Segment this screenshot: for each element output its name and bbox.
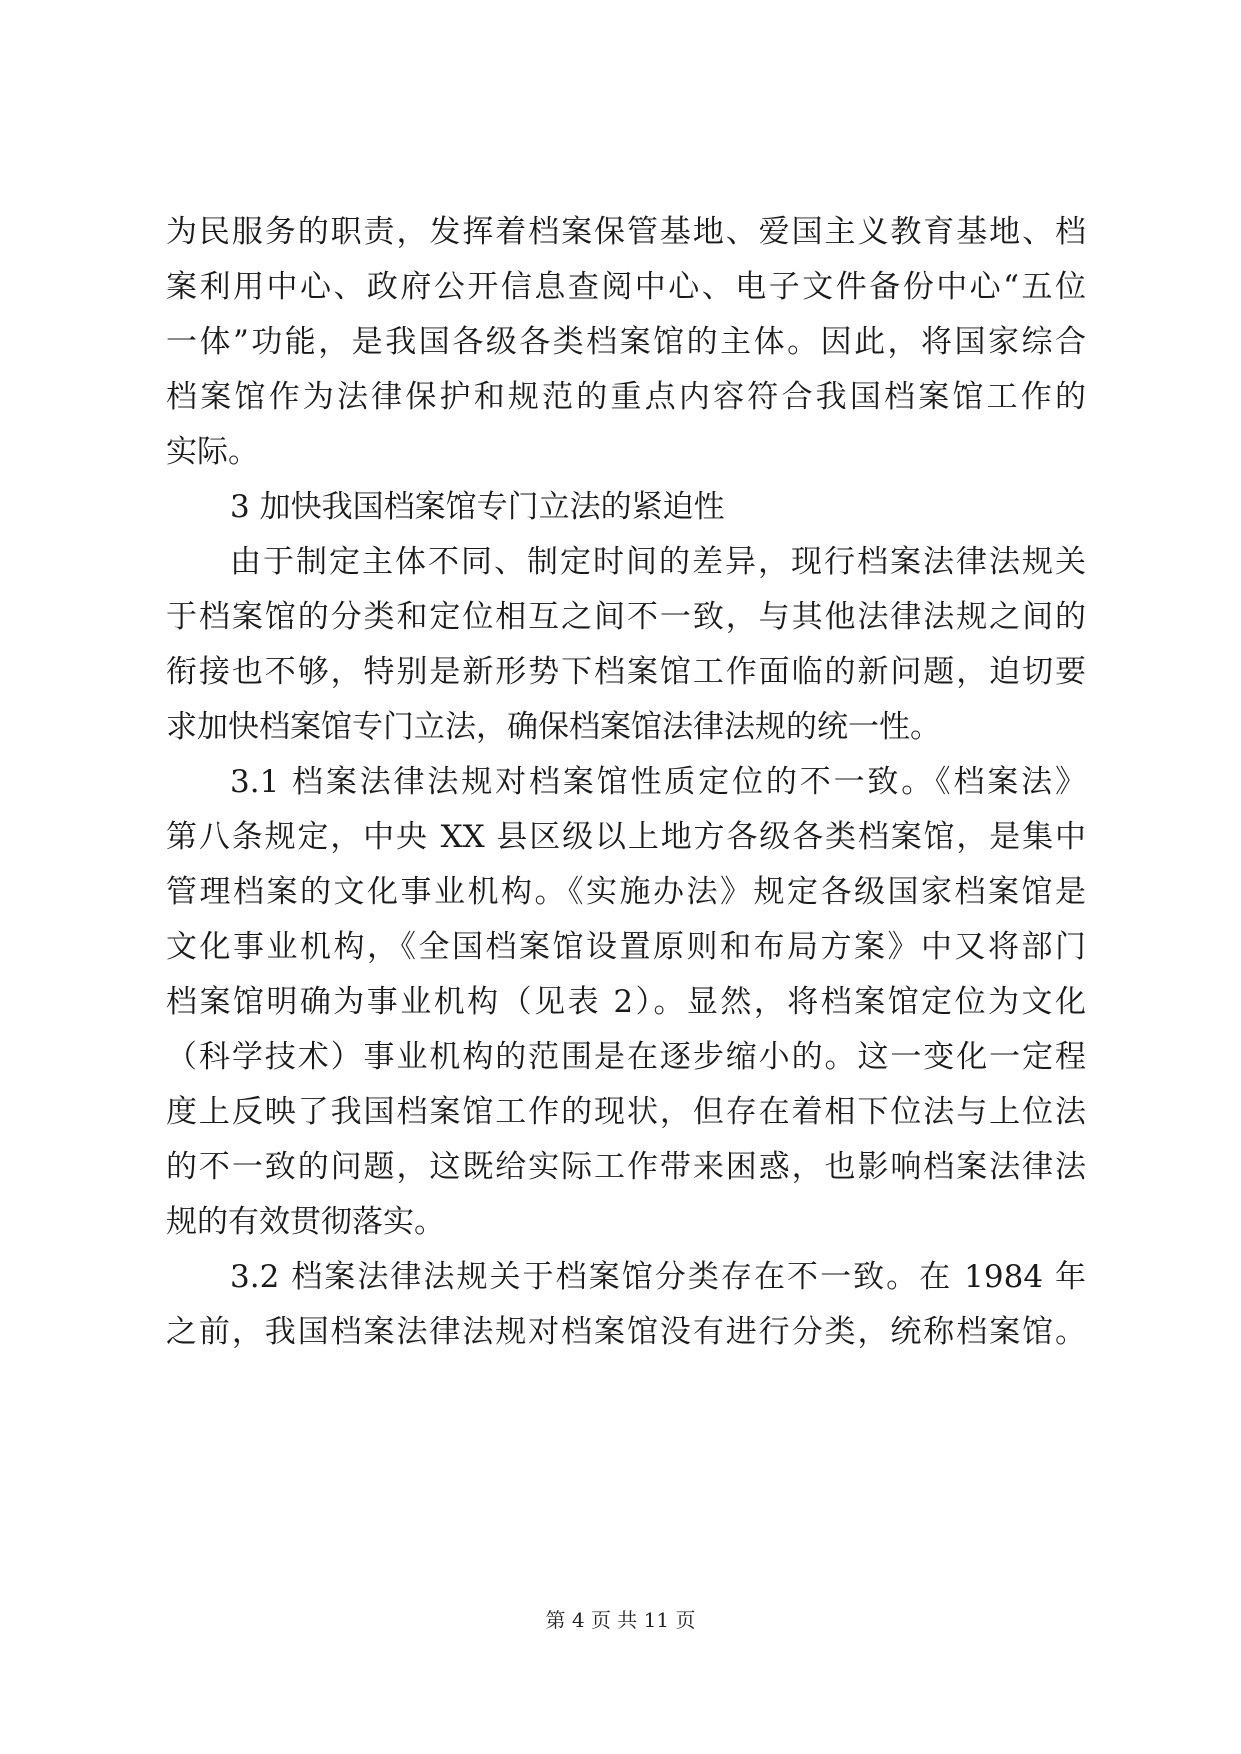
text-line: 第八条规定，中央 XX 县区级以上地方各级各类档案馆，是集中 — [166, 819, 1086, 855]
text-line: 由于制定主体不同、制定时间的差异，现行档案法律法规关 — [230, 544, 1086, 580]
text-line: 度上反映了我国档案馆工作的现状，但存在着相下位法与上位法 — [166, 1094, 1086, 1130]
text-line: 实际。 — [166, 434, 259, 470]
text-line: 3.1 档案法律法规对档案馆性质定位的不一致。《档案法》 — [230, 764, 1086, 800]
text-line: 衔接也不够，特别是新形势下档案馆工作面临的新问题，迫切要 — [166, 654, 1086, 690]
text-line: 管理档案的文化事业机构。《实施办法》规定各级国家档案馆是 — [166, 874, 1086, 910]
text-line: 案利用中心、政府公开信息查阅中心、电子文件备份中心“五位 — [166, 269, 1086, 305]
text-line: 求加快档案馆专门立法，确保档案馆法律法规的统一性。 — [166, 709, 941, 745]
text-line: 3.2 档案法律法规关于档案馆分类存在不一致。在 1984 年 — [230, 1259, 1086, 1295]
text-line: 之前，我国档案法律法规对档案馆没有进行分类，统称档案馆。 — [166, 1314, 1086, 1350]
page-number-footer: 第 4 页 共 11 页 — [545, 1608, 696, 1632]
text-line: 的不一致的问题，这既给实际工作带来困惑，也影响档案法律法 — [166, 1149, 1086, 1185]
text-line: （科学技术）事业机构的范围是在逐步缩小的。这一变化一定程 — [166, 1039, 1086, 1075]
section-heading: 3 加快我国档案馆专门立法的紧迫性 — [230, 489, 725, 525]
text-line: 规的有效贯彻落实。 — [166, 1204, 445, 1240]
text-line: 于档案馆的分类和定位相互之间不一致，与其他法律法规之间的 — [166, 599, 1086, 635]
text-line: 文化事业机构，《全国档案馆设置原则和布局方案》中又将部门 — [166, 929, 1086, 965]
text-line: 档案馆明确为事业机构（见表 2）。显然，将档案馆定位为文化 — [166, 984, 1086, 1020]
text-line: 档案馆作为法律保护和规范的重点内容符合我国档案馆工作的 — [166, 379, 1086, 415]
text-line: 为民服务的职责，发挥着档案保管基地、爱国主义教育基地、档 — [166, 214, 1086, 250]
text-line: 一体”功能，是我国各级各类档案馆的主体。因此，将国家综合 — [166, 324, 1086, 360]
